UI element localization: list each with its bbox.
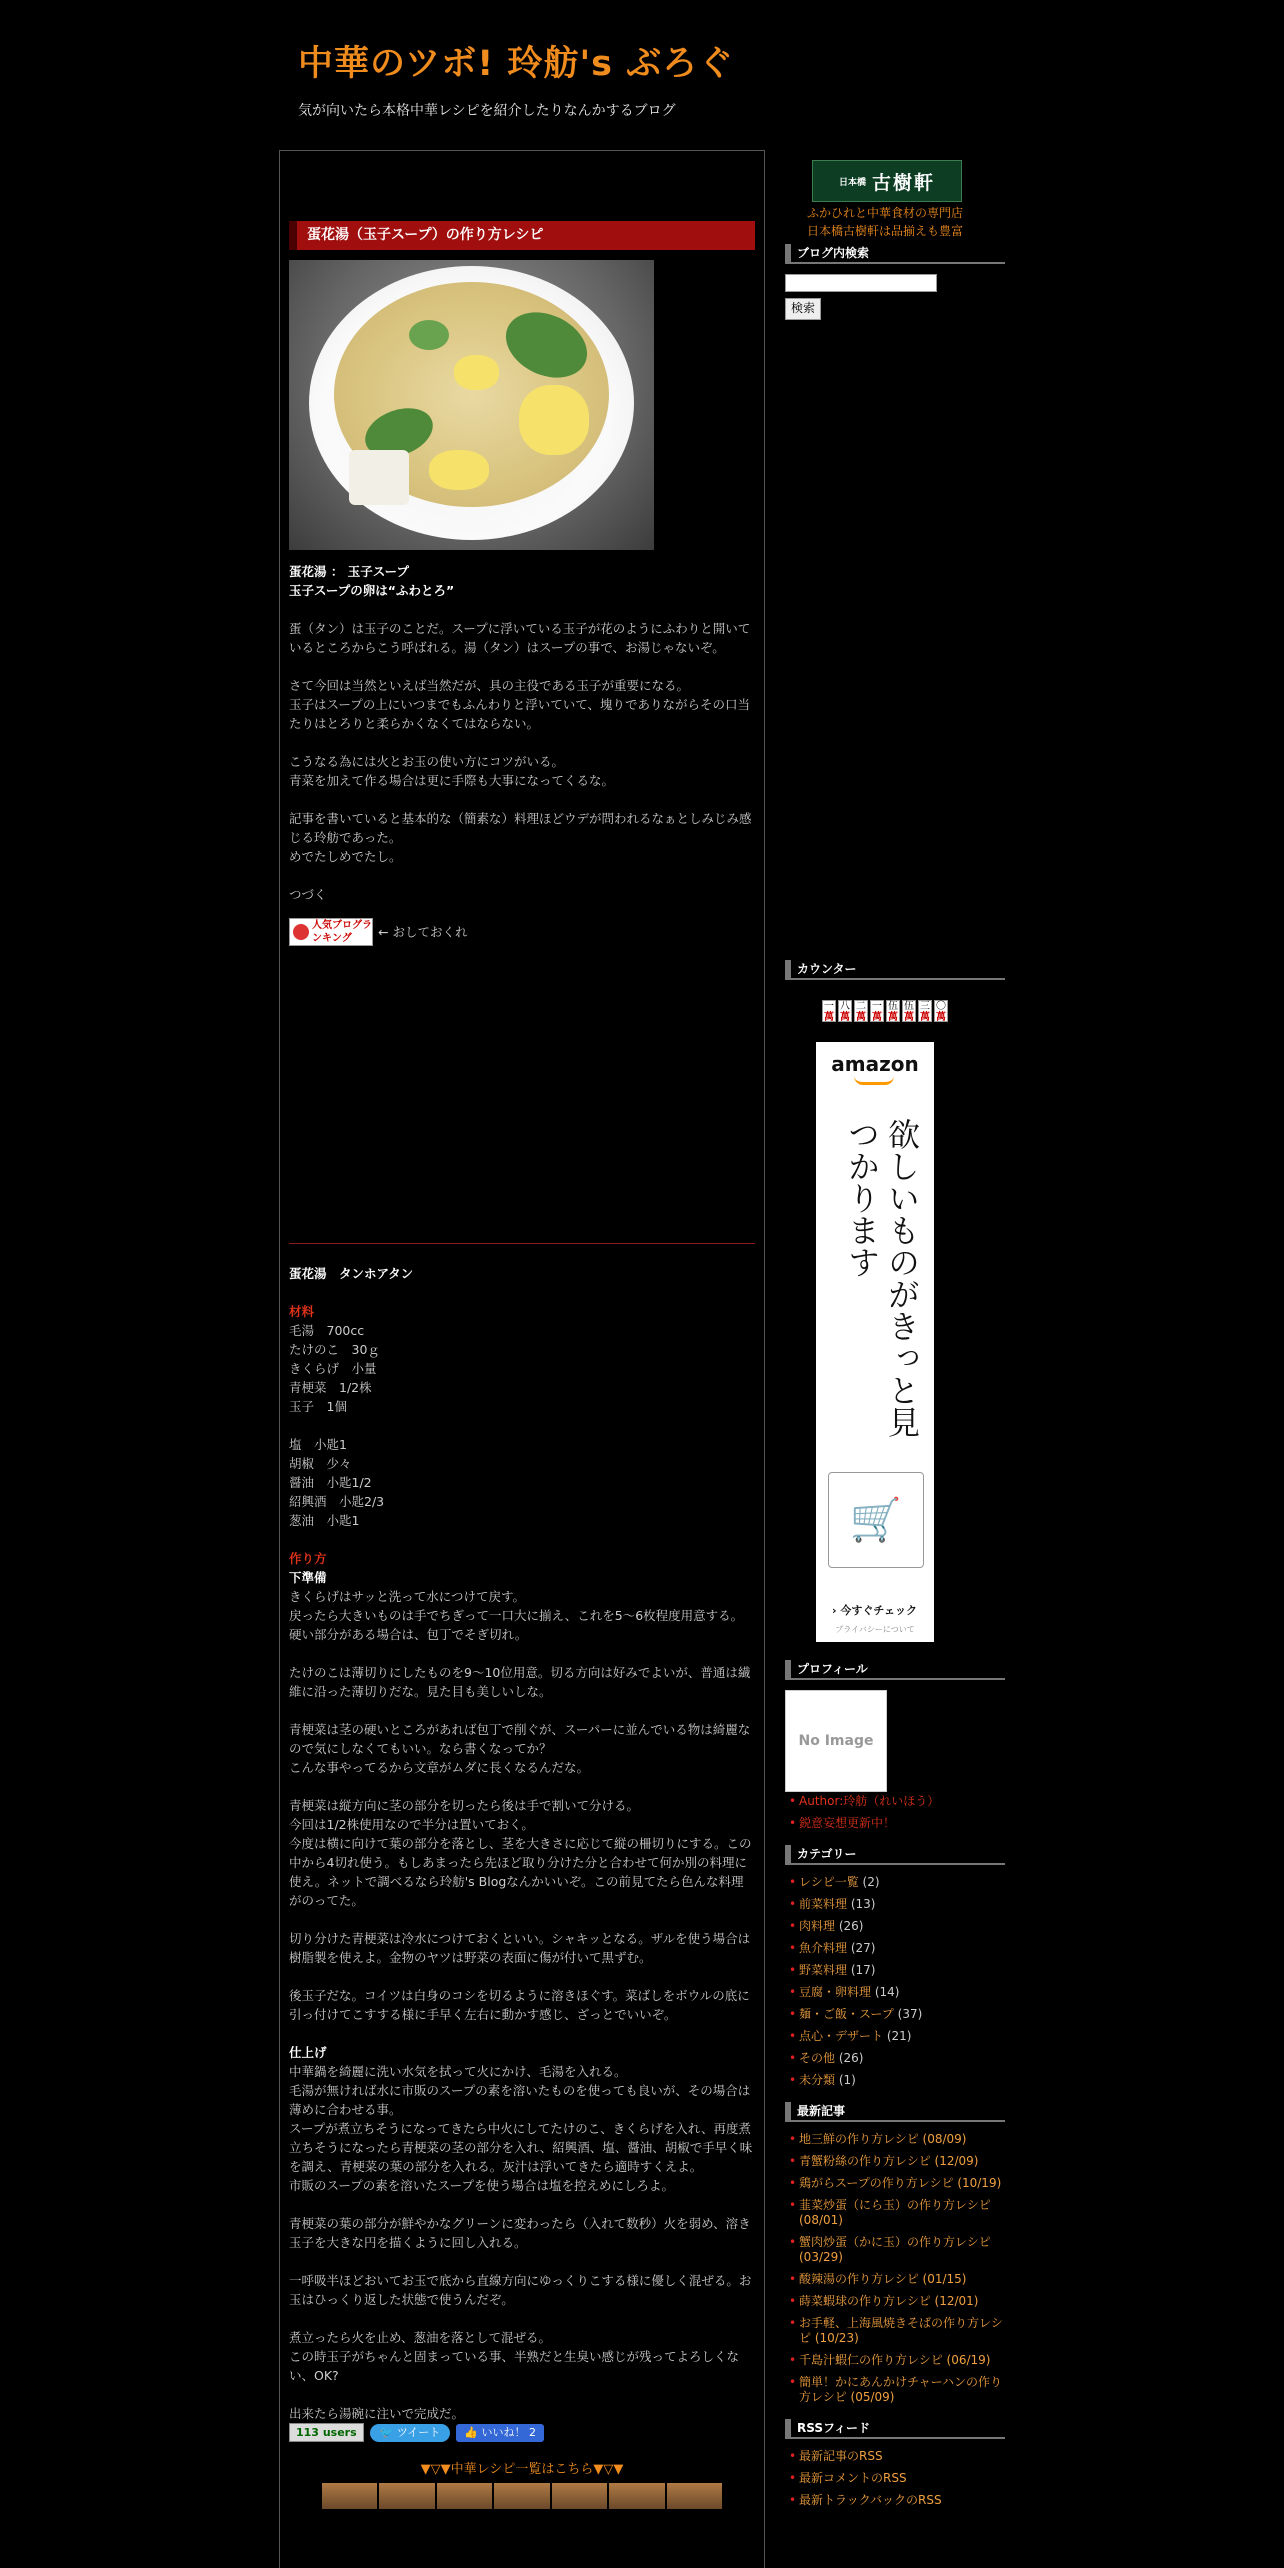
rss-list <box>785 2449 1005 2508</box>
category-list <box>785 1875 1005 2088</box>
counter-digit: 二 萬 <box>856 1001 866 1023</box>
hatena-unit: users <box>322 2426 357 2439</box>
amazon-cta[interactable]: › 今すぐチェック <box>832 1604 918 1617</box>
tweet-label: ツイート <box>396 2425 441 2439</box>
like-label: いいね！ 2 <box>481 2425 536 2439</box>
recent-item[interactable]: • 蒔菜蝦球の作り方レシピ (12/01) <box>785 2294 1005 2309</box>
shop-logo[interactable] <box>812 160 962 202</box>
recent-item[interactable]: • 鶏がらスープの作り方レシピ (10/19) <box>785 2176 1005 2191</box>
profile-link[interactable]: • Author:玲舫（れいほう） <box>785 1794 1005 1809</box>
counter-heading: カウンター <box>785 960 1005 980</box>
access-counter <box>822 1000 1005 1022</box>
finish-heading: 仕上げ <box>289 2045 327 2060</box>
method-heading: 作り方 <box>289 1551 327 1566</box>
share-buttons <box>289 2423 755 2442</box>
counter-digit: 八 萬 <box>840 1001 850 1023</box>
recipe-list-link[interactable]: ▼▽▼中華レシピ一覧はこちら▼▽▼ <box>420 2462 624 2477</box>
thumbnail[interactable] <box>494 2483 549 2509</box>
egg-shape <box>519 385 589 455</box>
entry-intro: 蛋（タン）は玉子のことだ。スープに浮いている玉子が花のようにふわりと開いているところからこう呼ばれる。湯（タン）はスープの事で、お湯じゃないぞ。 さて今回は当然といえば当然だが、具の主役である玉子が重要になる。 玉子はスープの上にいつまでもふんわりと浮いていて、塊りでありながらその口当たりはとろりと柔らかくなくてはならない。 こうなる為には火とお玉の使い方にコツがいる。 青菜を加えて作る場合は更に手際も大事になってくるな。 記事を書いていると基本的な（簡素な）料理ほどウデが問われるなぁとしみじみ感じる玲舫であった。 めでたしめでたし。 つづく <box>289 621 752 902</box>
counter-digit: 伍 萬 <box>888 1001 898 1023</box>
divider <box>289 1243 755 1244</box>
category-item[interactable]: • 野菜料理 (17) <box>785 1963 1005 1978</box>
greens-shape <box>409 320 449 350</box>
recent-item[interactable]: • お手軽、上海風焼きそばの作り方レシピ (10/23) <box>785 2316 1005 2346</box>
search-input[interactable] <box>785 274 937 292</box>
profile-link[interactable]: • 鋭意妄想更新中！ <box>785 1816 1005 1831</box>
ranking-note: ← おしておくれ <box>378 924 468 940</box>
category-item[interactable]: • 点心・デザート (21) <box>785 2029 1005 2044</box>
recipe-thumbnails[interactable] <box>322 2483 722 2509</box>
rss-item[interactable]: • 最新記事のRSS <box>785 2449 1005 2464</box>
recent-item[interactable]: • 青蟹粉絲の作り方レシピ (12/09) <box>785 2154 1005 2169</box>
counter-digit: 伍 萬 <box>904 1001 914 1023</box>
category-item[interactable]: • 麺・ご飯・スープ (37) <box>785 2007 1005 2022</box>
amazon-ad[interactable] <box>816 1042 934 1642</box>
main-column <box>279 150 765 2568</box>
thumbnail[interactable] <box>379 2483 434 2509</box>
recent-item[interactable]: • 地三鮮の作り方レシピ (08/09) <box>785 2132 1005 2147</box>
search-button[interactable]: 検索 <box>785 298 821 320</box>
category-heading: カテゴリー <box>785 1845 1005 1865</box>
category-item[interactable]: • 豆腐・卵料理 (14) <box>785 1985 1005 2000</box>
recent-item[interactable]: • 韮菜炒蛋（にら玉）の作り方レシピ (08/01) <box>785 2198 1005 2228</box>
ingredients-heading: 材料 <box>289 1304 315 1319</box>
blog-title[interactable]: 中華のツボ! 玲舫's ぶろぐ <box>298 44 735 84</box>
category-item[interactable]: • 未分類 (1) <box>785 2073 1005 2088</box>
rss-item[interactable]: • 最新コメントのRSS <box>785 2471 1005 2486</box>
hatena-bookmark-button[interactable] <box>289 2423 364 2442</box>
hatena-count: 113 <box>296 2426 319 2439</box>
amazon-logo: amazon <box>831 1052 919 1076</box>
dish-tagline: 玉子スープの卵は“ふわとろ” <box>289 583 455 598</box>
recent-list <box>785 2132 1005 2405</box>
counter-digit: 〇 萬 <box>936 1001 946 1023</box>
category-item[interactable]: • レシピ一覧 (2) <box>785 1875 1005 1890</box>
search-heading: ブログ内検索 <box>785 244 1005 264</box>
prep-heading: 下準備 <box>289 1570 327 1585</box>
amazon-smile-icon <box>854 1076 894 1085</box>
tweet-button[interactable]: 🐦 ツイート <box>370 2424 451 2442</box>
finish-text: 中華鍋を綺麗に洗い水気を拭って火にかけ、毛湯を入れる。 毛湯が無ければ水に市販のスープの素を溶いたものを使っても良いが、その場合は薄めに合わせる事。 スープが煮立ちそうになってきたら中火にしてたけのこ、きくらげを入れ、再度煮立ちそうになったら青梗菜の茎の部分を入れ、紹興酒、塩、醤油、胡椒で手早く味を調え、青梗菜の葉の部分を入れる。灰汁は浮いてきたら適時すくえよ。 市販のスープの素を溶いたスープを使う場合は塩を控えめにしろよ。 青梗菜の葉の部分が鮮やかなグリーンに変わったら（入れて数秒）火を弱め、溶き玉子を大きな円を描くように回し入れる。 一呼吸半ほどおいてお玉で底から直線方向にゆっくりこする様に優しく混ぜる。お玉はひっくり返した状態で使うんだぞ。 煮立ったら火を止め、葱油を落として混ぜる。 この時玉子がちゃんと固まっている事、半熟だと生臭い感じが残ってよろしくない、OK? 出来たら湯碗に注いで完成だ。 <box>289 2064 753 2421</box>
category-item[interactable]: • 魚介料理 (27) <box>785 1941 1005 1956</box>
ingredients-list: 毛湯 700cc たけのこ 30ｇ きくらげ 小量 青梗菜 1/2株 玉子 1個 塩 小匙1 胡椒 少々 醤油 小匙1/2 紹興酒 小匙2/3 葱油 小匙1 <box>289 1323 385 1528</box>
amazon-privacy[interactable]: プライバシーについて <box>835 1625 915 1634</box>
soup-photo <box>289 260 654 550</box>
thumbnail[interactable] <box>437 2483 492 2509</box>
recent-item[interactable]: • 蟹肉炒蛋（かに玉）の作り方レシピ (03/29) <box>785 2235 1005 2265</box>
cart-icon: 🛒 <box>828 1472 924 1568</box>
category-item[interactable]: • その他 (26) <box>785 2051 1005 2066</box>
prep-text: きくらげはサッと洗って水につけて戻す。 戻ったら大きいものは手でちぎって一口大に揃え、これを5～6枚程度用意する。硬い部分がある場合は、包丁でそぎ切れ。 たけのこは薄切りにしたものを9～10位用意。切る方向は好みでよいが、普通は繊維に沿った薄切りだな。見た目も美しいしな。 青梗菜は茎の硬いところがあれば包丁で削ぐが、スーパーに並んでいる物は綺麗なので気にしなくてもいい。なら書くなってか？ こんな事やってるから文章がムダに長くなるんだな。 青梗菜は縦方向に茎の部分を切ったら後は手で割いて分ける。 今回は1/2株使用なので半分は置いておく。 今度は横に向けて葉の部分を落とし、茎を大きさに応じて縦の柵切りにする。この中から4切れ使う。もしあまったら先ほど取り分けた分と合わせて何か別の料理に使え。ネットで調べるなら玲舫's Blogなんかいいぞ。この前見てたら色んな料理がのってた。 切り分けた青梗菜は冷水につけておくといい。シャキッとなる。ザルを使う場合は樹脂製を使えよ。金物のヤツは野菜の表面に傷が付いて黒ずむ。 後玉子だな。コイツは白身のコシを切るように溶きほぐす。菜ばしをボウルの底に引っ付けてこすする様に手早く左右に動かす感じ、ざっとでいいぞ。 <box>289 1589 752 2022</box>
recent-heading: 最新記事 <box>785 2102 1005 2122</box>
recipe-title: 蛋花湯 タンホアタン <box>289 1266 414 1281</box>
rss-item[interactable]: • 最新トラックバックのRSS <box>785 2493 1005 2508</box>
recent-item[interactable]: • 酸辣湯の作り方レシピ (01/15) <box>785 2272 1005 2287</box>
profile-avatar: No Image <box>785 1690 887 1792</box>
recent-item[interactable]: • 簡単！かにあんかけチャーハンの作り方レシピ (05/09) <box>785 2375 1005 2405</box>
counter-digit: 一 萬 <box>872 1001 882 1023</box>
entry-title[interactable]: 蛋花湯（玉子スープ）の作り方レシピ <box>289 221 755 250</box>
thumbnail[interactable] <box>322 2483 377 2509</box>
profile-heading: プロフィール <box>785 1660 1005 1680</box>
shop-link-text[interactable]: ふかひれと中華食材の専門店 日本橋古樹軒は品揃えも豊富 <box>806 206 963 238</box>
blog-header <box>298 36 998 120</box>
shop-logo-text: 古樹軒 <box>872 171 936 194</box>
recent-item[interactable]: • 千島汁蝦仁の作り方レシピ (06/19) <box>785 2353 1005 2368</box>
thumbnail[interactable] <box>667 2483 722 2509</box>
tofu-shape <box>349 450 409 505</box>
counter-digit: 一 萬 <box>824 1001 834 1023</box>
blog-description: 気が向いたら本格中華レシピを紹介したりなんかするブログ <box>298 103 676 119</box>
rss-heading: RSSフィード <box>785 2419 1005 2439</box>
blog-entry <box>289 221 755 2509</box>
counter-digit: 三 萬 <box>920 1001 930 1023</box>
thumbnail[interactable] <box>552 2483 607 2509</box>
category-item[interactable]: • 前菜料理 (13) <box>785 1897 1005 1912</box>
thumbnail[interactable] <box>609 2483 664 2509</box>
category-item[interactable]: • 肉料理 (26) <box>785 1919 1005 1934</box>
egg-shape <box>429 450 489 490</box>
like-button[interactable]: 👍 いいね！ 2 <box>456 2424 544 2442</box>
ranking-button[interactable]: 人気ブログランキング <box>289 918 373 946</box>
sidebar <box>785 160 1005 2515</box>
shop-logo-small: 日本橋 <box>838 177 866 188</box>
profile-links <box>785 1794 1005 1831</box>
egg-shape <box>454 355 499 390</box>
amazon-ad-text: 欲しいものがきっと見つかります <box>843 1118 921 1438</box>
dish-name: 蛋花湯 ： 玉子スープ <box>289 564 409 579</box>
